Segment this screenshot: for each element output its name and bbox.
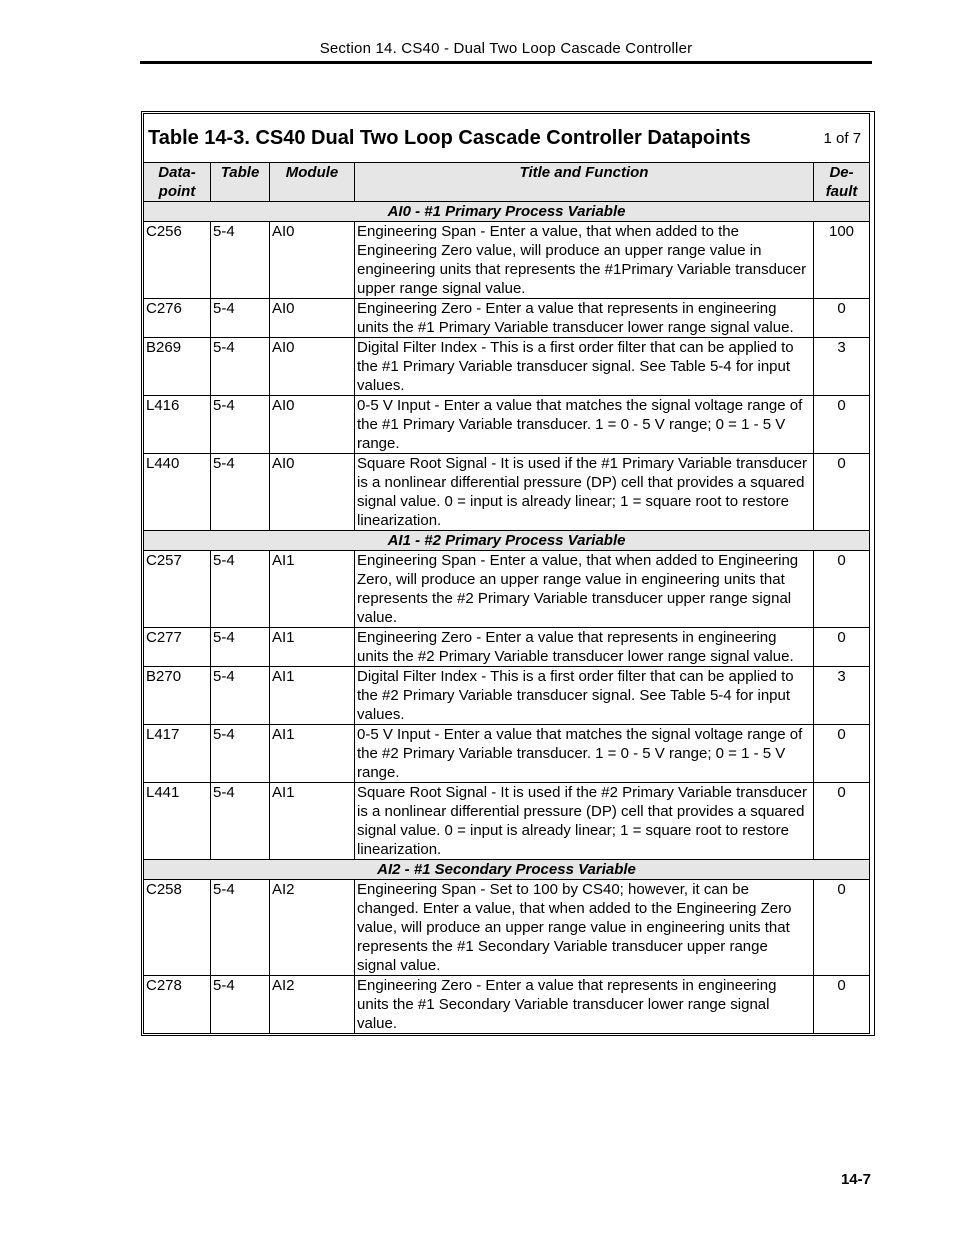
table-ref-cell: 5-4 — [211, 551, 270, 628]
default-value-cell: 0 — [814, 396, 870, 454]
table-ref-cell: 5-4 — [211, 783, 270, 860]
section-header-row — [144, 202, 870, 222]
table-ref-cell: 5-4 — [211, 396, 270, 454]
description-cell: Digital Filter Index - This is a first order filter that can be applied to the #1 Primary Variable transducer signal. See Table 5-4 for input values. — [355, 338, 814, 396]
datapoints-table-frame — [141, 111, 875, 1036]
module-cell: AI1 — [270, 551, 355, 628]
default-value-cell: 3 — [814, 667, 870, 725]
default-value-cell: 0 — [814, 880, 870, 976]
table-ref-cell: 5-4 — [211, 667, 270, 725]
default-value-cell: 0 — [814, 454, 870, 531]
section-heading: AI2 - #1 Secondary Process Variable — [144, 860, 870, 880]
section-heading: AI0 - #1 Primary Process Variable — [144, 202, 870, 222]
table-row — [144, 783, 870, 860]
table-row — [144, 628, 870, 667]
table-ref-cell: 5-4 — [211, 454, 270, 531]
table-row — [144, 667, 870, 725]
table-row — [144, 454, 870, 531]
default-value-cell: 3 — [814, 338, 870, 396]
description-cell: Engineering Span - Set to 100 by CS40; however, it can be changed. Enter a value, that when added to the Engineering Zero value, will produce an upper range value in engineering units that represents the #1 Secondary Variable transducer upper range signal value. — [355, 880, 814, 976]
datapoint-cell: C276 — [144, 299, 211, 338]
table-ref-cell: 5-4 — [211, 338, 270, 396]
col-header-datapoint: Data- point — [144, 163, 211, 202]
description-cell: Square Root Signal - It is used if the #2 Primary Variable transducer is a nonlinear differential pressure (DP) cell that provides a squared signal value. 0 = input is already linear; 1 = square root to restore linearization. — [355, 783, 814, 860]
default-value-cell: 0 — [814, 299, 870, 338]
description-cell: Square Root Signal - It is used if the #1 Primary Variable transducer is a nonlinear differential pressure (DP) cell that provides a squared signal value. 0 = input is already linear; 1 = square root to restore linearization. — [355, 454, 814, 531]
table-ref-cell: 5-4 — [211, 725, 270, 783]
running-header: Section 14. CS40 - Dual Two Loop Cascade Controller — [319, 40, 693, 57]
table-ref-cell: 5-4 — [211, 299, 270, 338]
col-header-title-function: Title and Function — [355, 163, 814, 202]
module-cell: AI0 — [270, 299, 355, 338]
header-rule — [140, 61, 872, 64]
description-cell: Engineering Zero - Enter a value that represents in engineering units the #1 Secondary Variable transducer lower range signal value. — [355, 976, 814, 1034]
table-row — [144, 725, 870, 783]
description-cell: Engineering Zero - Enter a value that represents in engineering units the #1 Primary Variable transducer lower range signal value. — [355, 299, 814, 338]
module-cell: AI0 — [270, 396, 355, 454]
col-header-default: De- fault — [814, 163, 870, 202]
module-cell: AI0 — [270, 338, 355, 396]
default-value-cell: 0 — [814, 976, 870, 1034]
default-value-cell: 0 — [814, 725, 870, 783]
datapoint-cell: C256 — [144, 222, 211, 299]
page-number: 14-7 — [840, 1171, 871, 1188]
section-heading: AI1 - #2 Primary Process Variable — [144, 531, 870, 551]
default-value-cell: 0 — [814, 628, 870, 667]
datapoint-cell: L416 — [144, 396, 211, 454]
table-body — [144, 202, 870, 1034]
description-cell: Engineering Zero - Enter a value that represents in engineering units the #2 Primary Variable transducer lower range signal value. — [355, 628, 814, 667]
datapoint-cell: B270 — [144, 667, 211, 725]
datapoint-cell: L440 — [144, 454, 211, 531]
col-header-module: Module — [270, 163, 355, 202]
datapoint-cell: C257 — [144, 551, 211, 628]
module-cell: AI1 — [270, 628, 355, 667]
table-row — [144, 396, 870, 454]
table-page-of: 1 of 7 — [823, 129, 862, 147]
table-row — [144, 551, 870, 628]
table-title-cell — [144, 114, 870, 163]
datapoints-table — [143, 113, 870, 1034]
table-row — [144, 880, 870, 976]
table-ref-cell: 5-4 — [211, 628, 270, 667]
datapoint-cell: C278 — [144, 976, 211, 1034]
module-cell: AI2 — [270, 976, 355, 1034]
table-row — [144, 222, 870, 299]
description-cell: 0-5 V Input - Enter a value that matches the signal voltage range of the #2 Primary Variable transducer. 1 = 0 - 5 V range; 0 = 1 - 5 V range. — [355, 725, 814, 783]
table-row — [144, 338, 870, 396]
description-cell: 0-5 V Input - Enter a value that matches the signal voltage range of the #1 Primary Variable transducer. 1 = 0 - 5 V range; 0 = 1 - 5 V range. — [355, 396, 814, 454]
default-value-cell: 0 — [814, 783, 870, 860]
module-cell: AI2 — [270, 880, 355, 976]
module-cell: AI1 — [270, 725, 355, 783]
module-cell: AI1 — [270, 783, 355, 860]
module-cell: AI0 — [270, 454, 355, 531]
table-ref-cell: 5-4 — [211, 222, 270, 299]
description-cell: Engineering Span - Enter a value, that when added to Engineering Zero, will produce an upper range value in engineering units that represents the #2 Primary Variable transducer upper range signal value. — [355, 551, 814, 628]
table-row — [144, 299, 870, 338]
default-value-cell: 100 — [814, 222, 870, 299]
table-title: Table 14-3. CS40 Dual Two Loop Cascade Controller Datapoints — [148, 126, 751, 149]
datapoint-cell: L417 — [144, 725, 211, 783]
datapoint-cell: C277 — [144, 628, 211, 667]
description-cell: Digital Filter Index - This is a first order filter that can be applied to the #2 Primary Variable transducer signal. See Table 5-4 for input values. — [355, 667, 814, 725]
table-row — [144, 976, 870, 1034]
table-ref-cell: 5-4 — [211, 976, 270, 1034]
default-value-cell: 0 — [814, 551, 870, 628]
datapoint-cell: B269 — [144, 338, 211, 396]
module-cell: AI1 — [270, 667, 355, 725]
module-cell: AI0 — [270, 222, 355, 299]
datapoint-cell: L441 — [144, 783, 211, 860]
col-header-table: Table — [211, 163, 270, 202]
table-ref-cell: 5-4 — [211, 880, 270, 976]
section-header-row — [144, 531, 870, 551]
description-cell: Engineering Span - Enter a value, that when added to the Engineering Zero value, will produce an upper range value in engineering units that represents the #1Primary Variable transducer upper range signal value. — [355, 222, 814, 299]
datapoint-cell: C258 — [144, 880, 211, 976]
section-header-row — [144, 860, 870, 880]
